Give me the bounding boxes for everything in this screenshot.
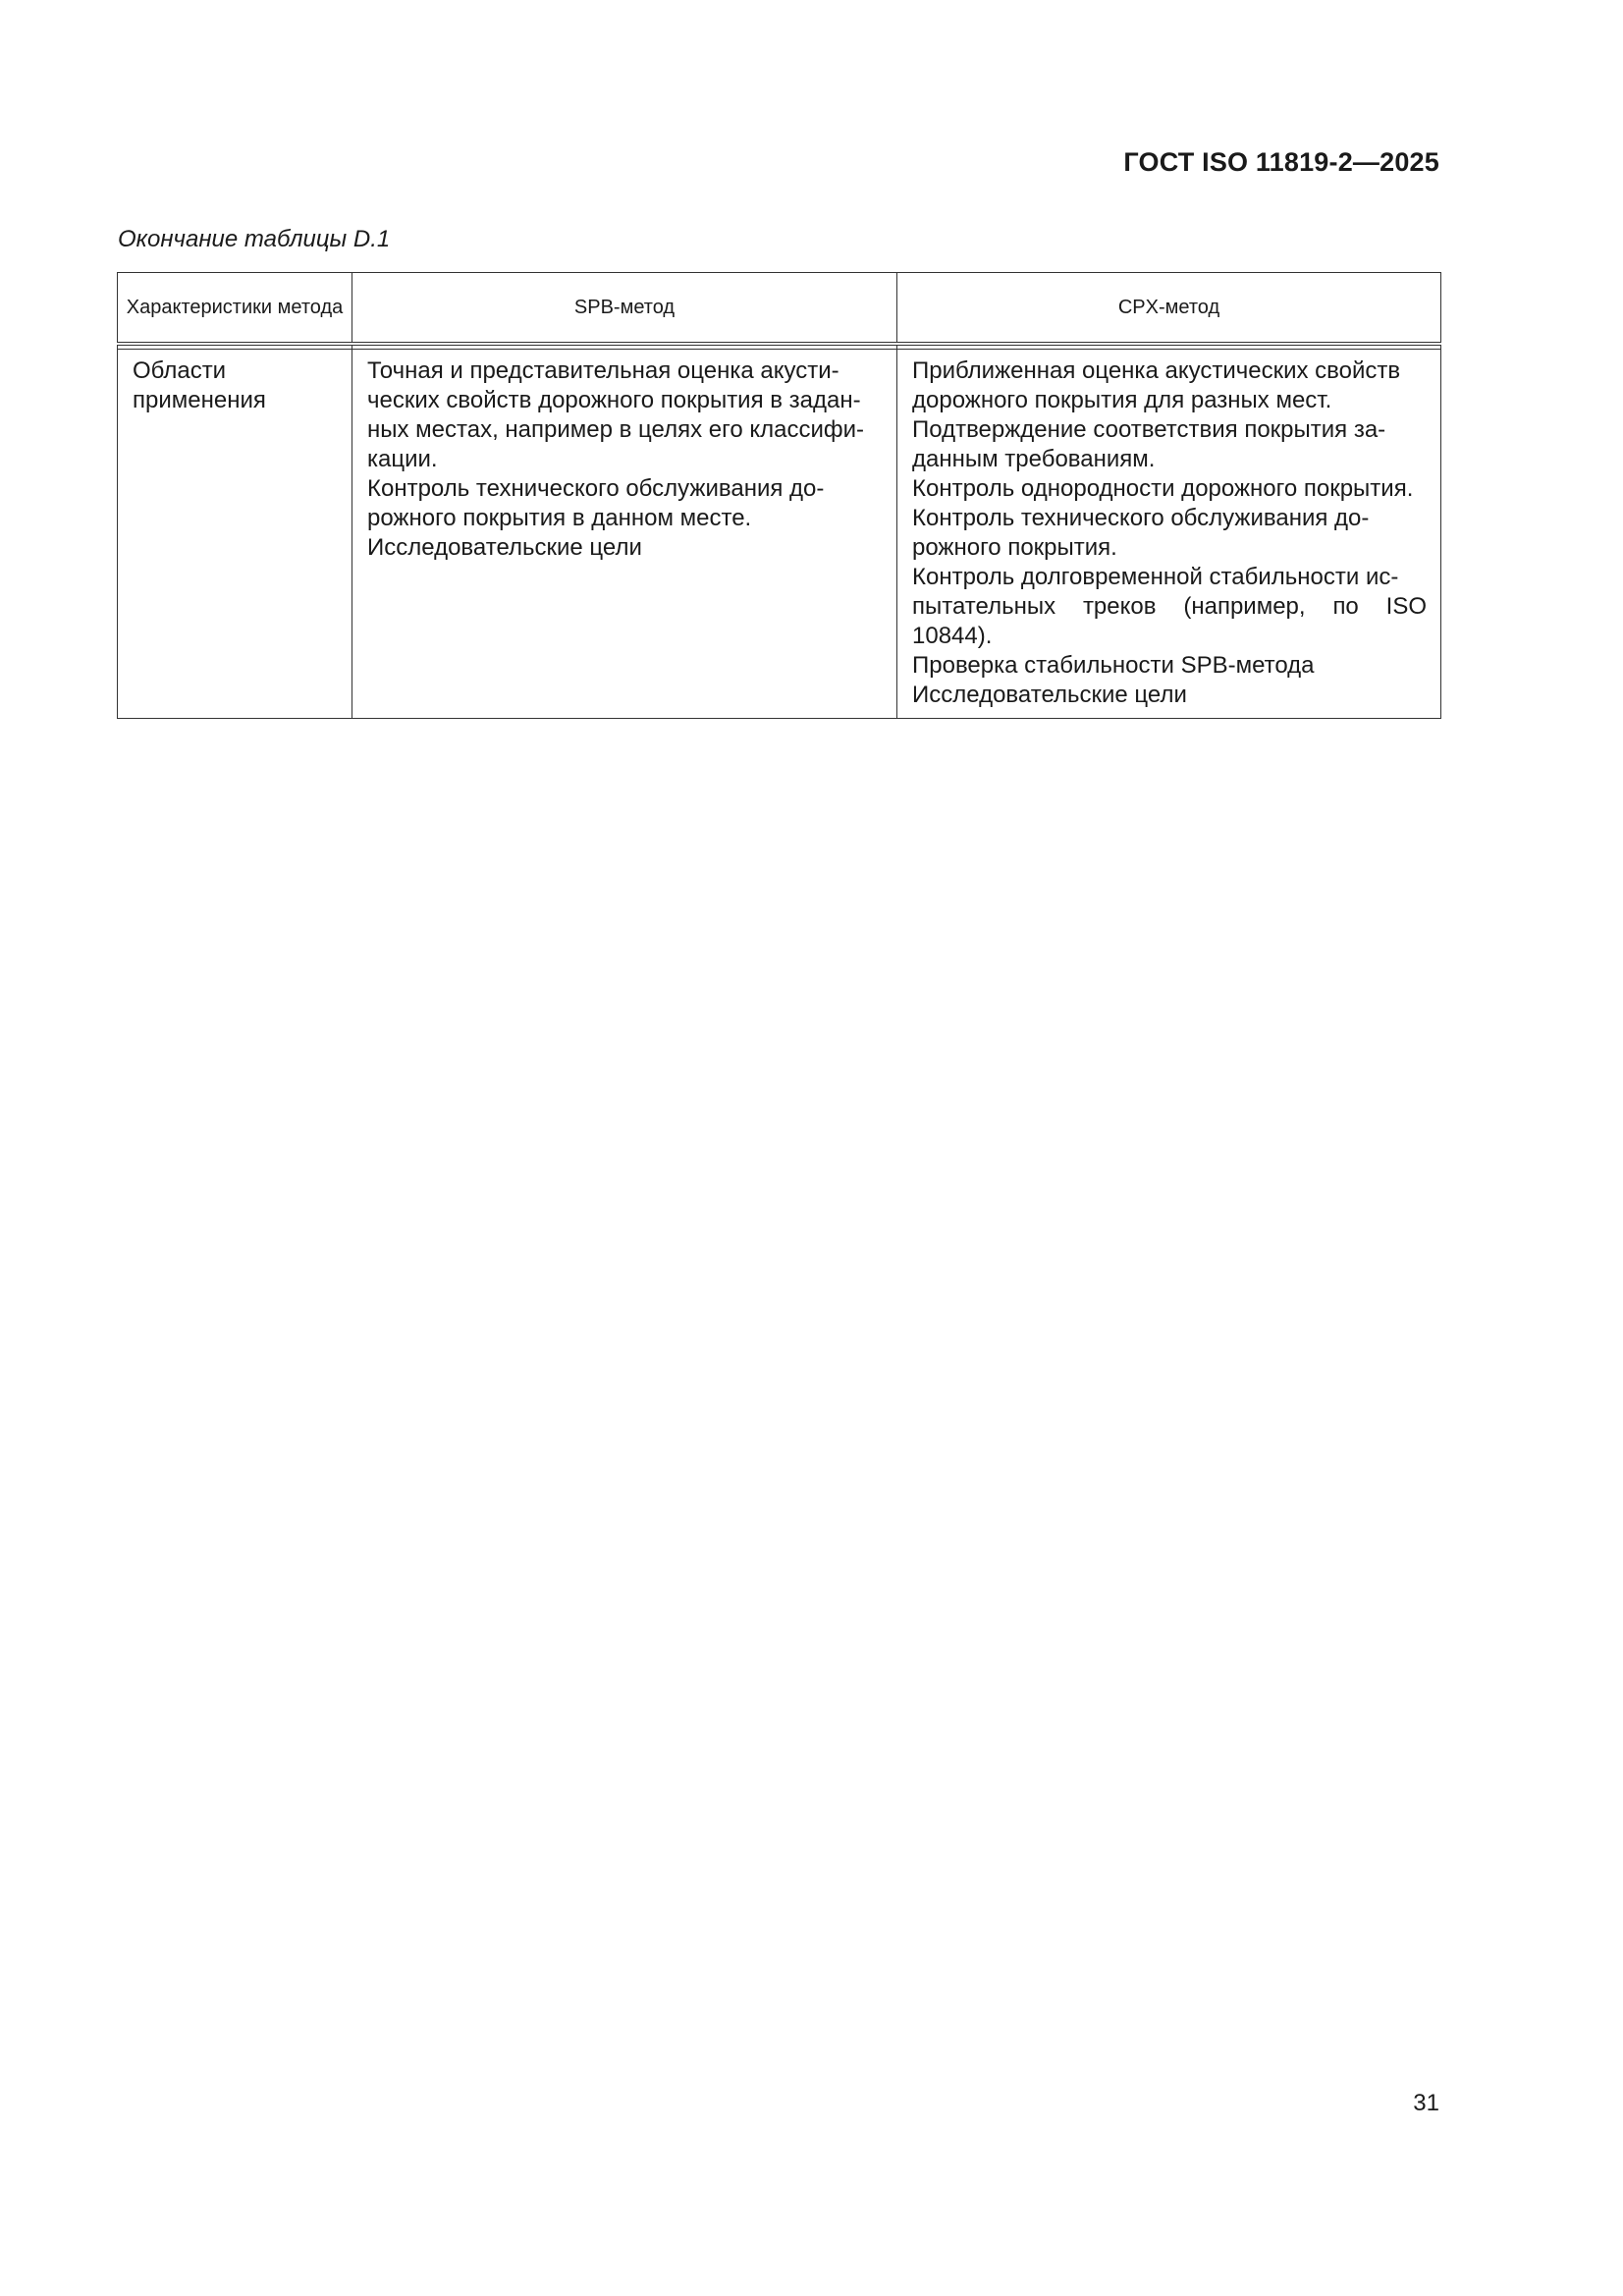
characteristic-text: Области применения: [133, 357, 266, 413]
page-number: 31: [1413, 2090, 1439, 2116]
table-body: [118, 344, 1441, 719]
cpx-line: Проверка стабильности SPB-метода: [912, 652, 1315, 679]
spb-line: Исследовательские цели: [367, 534, 642, 561]
cpx-line: Подтверждение соответствия покрытия за-: [912, 416, 1386, 443]
cpx-line: Контроль однородности дорожного покрытия.: [912, 475, 1414, 502]
spb-line: Точная и представительная оценка акусти-: [367, 357, 839, 384]
cpx-line: Контроль долговременной стабильности ис-: [912, 564, 1399, 590]
cpx-line: данным требованиям.: [912, 446, 1156, 472]
table-header: [118, 273, 1441, 345]
cpx-line: дорожного покрытия для разных мест.: [912, 387, 1332, 413]
spb-line: Контроль технического обслуживания до-: [367, 475, 825, 502]
column-header-characteristics: Характеристики метода: [118, 273, 352, 345]
document-code: ГОСТ ISO 11819-2—2025: [1123, 147, 1439, 177]
cell-cpx: [897, 350, 1441, 719]
spb-line: рожного покрытия в данном месте.: [367, 505, 752, 531]
column-header-spb: SPB-метод: [352, 273, 897, 345]
spb-line: ческих свойств дорожного покрытия в задан-: [367, 387, 861, 413]
spb-line: ных местах, например в целях его классифи-: [367, 416, 865, 443]
spb-line: кации.: [367, 446, 438, 472]
table-row: [118, 350, 1441, 719]
comparison-table: [117, 272, 1441, 719]
cell-characteristic: [118, 350, 352, 719]
cpx-line: рожного покрытия.: [912, 534, 1117, 561]
cpx-line: Контроль технического обслуживания до-: [912, 505, 1370, 531]
column-header-cpx: CPX-метод: [897, 273, 1441, 345]
cpx-line: Исследовательские цели: [912, 682, 1187, 708]
cpx-line: Приближенная оценка акустических свойств: [912, 357, 1401, 384]
cpx-line: пытательных треков (например, по ISO 10844).: [912, 593, 1427, 649]
cell-spb: [352, 350, 897, 719]
table-caption: Окончание таблицы D.1: [118, 226, 391, 252]
